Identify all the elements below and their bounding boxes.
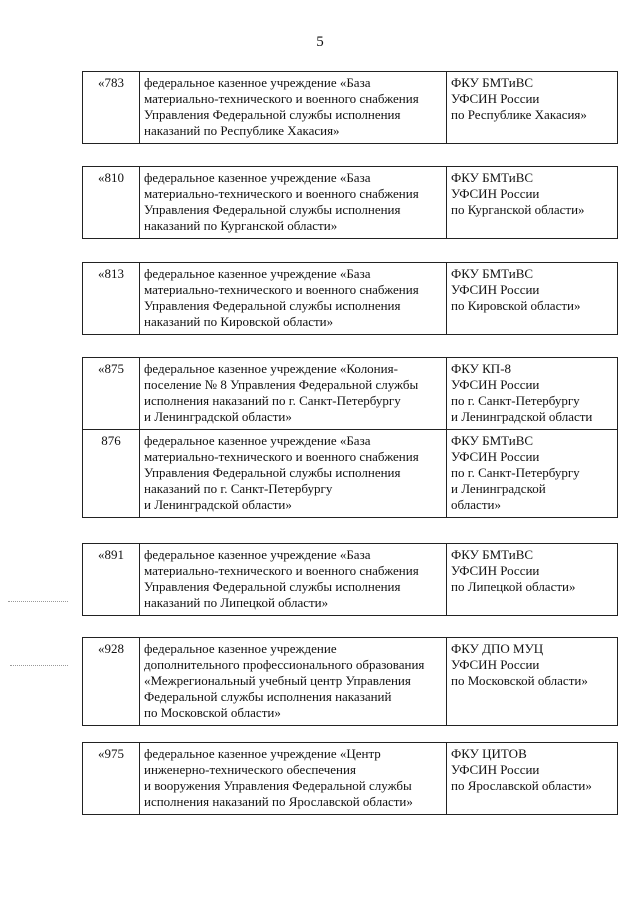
institution-description: федеральное казенное учреждение «Центр инженерно-технического обеспечения и вооружения Управления Федеральной службы исполнения наказаний по Ярославской области» [140, 743, 447, 815]
institution-description: федеральное казенное учреждение «База материально-технического и военного снабжения Управления Федеральной службы исполнения наказаний по Курганской области» [140, 167, 447, 239]
institution-abbreviation: ФКУ БМТиВС УФСИН России по г. Санкт-Петербургу и Ленинградской области» [447, 430, 618, 518]
institution-abbreviation: ФКУ БМТиВС УФСИН России по Курганской области» [447, 167, 618, 239]
scan-artifact-line [10, 665, 68, 666]
row-number: «813 [83, 263, 140, 335]
table-row [83, 358, 618, 430]
registry-table-875-876 [82, 357, 618, 518]
table-row [83, 430, 618, 518]
table-row [83, 167, 618, 239]
institution-description: федеральное казенное учреждение «База материально-технического и военного снабжения Управления Федеральной службы исполнения наказаний по г. Санкт-Петербургу и Ленинградской области» [140, 430, 447, 518]
table-row [83, 263, 618, 335]
table-row [83, 743, 618, 815]
row-number: «891 [83, 544, 140, 616]
institution-description: федеральное казенное учреждение «База материально-технического и военного снабжения Управления Федеральной службы исполнения наказаний по Республике Хакасия» [140, 72, 447, 144]
registry-table-891 [82, 543, 618, 616]
registry-table-810 [82, 166, 618, 239]
row-number: «875 [83, 358, 140, 430]
institution-abbreviation: ФКУ ДПО МУЦ УФСИН России по Московской области» [447, 638, 618, 726]
institution-description: федеральное казенное учреждение дополнительного профессионального образования «Межрегиональный учебный центр Управления Федеральной службы исполнения наказаний по Московской области» [140, 638, 447, 726]
row-number: «810 [83, 167, 140, 239]
table-row [83, 72, 618, 144]
scan-artifact-line [8, 601, 68, 602]
institution-abbreviation: ФКУ БМТиВС УФСИН России по Липецкой области» [447, 544, 618, 616]
table-row [83, 638, 618, 726]
institution-description: федеральное казенное учреждение «База материально-технического и военного снабжения Управления Федеральной службы исполнения наказаний по Кировской области» [140, 263, 447, 335]
institution-abbreviation: ФКУ БМТиВС УФСИН России по Республике Хакасия» [447, 72, 618, 144]
institution-abbreviation: ФКУ БМТиВС УФСИН России по Кировской области» [447, 263, 618, 335]
registry-table-813 [82, 262, 618, 335]
institution-description: федеральное казенное учреждение «Колония- поселение № 8 Управления Федеральной службы исполнения наказаний по г. Санкт-Петербургу и Ленинградской области» [140, 358, 447, 430]
registry-table-928 [82, 637, 618, 726]
table-row [83, 544, 618, 616]
row-number: «783 [83, 72, 140, 144]
institution-abbreviation: ФКУ ЦИТОВ УФСИН России по Ярославской области» [447, 743, 618, 815]
row-number: «928 [83, 638, 140, 726]
page-number: 5 [316, 34, 324, 50]
registry-table-783 [82, 71, 618, 144]
row-number: «975 [83, 743, 140, 815]
row-number: 876 [83, 430, 140, 518]
institution-description: федеральное казенное учреждение «База материально-технического и военного снабжения Управления Федеральной службы исполнения наказаний по Липецкой области» [140, 544, 447, 616]
institution-abbreviation: ФКУ КП-8 УФСИН России по г. Санкт-Петербургу и Ленинградской области [447, 358, 618, 430]
registry-table-975 [82, 742, 618, 815]
